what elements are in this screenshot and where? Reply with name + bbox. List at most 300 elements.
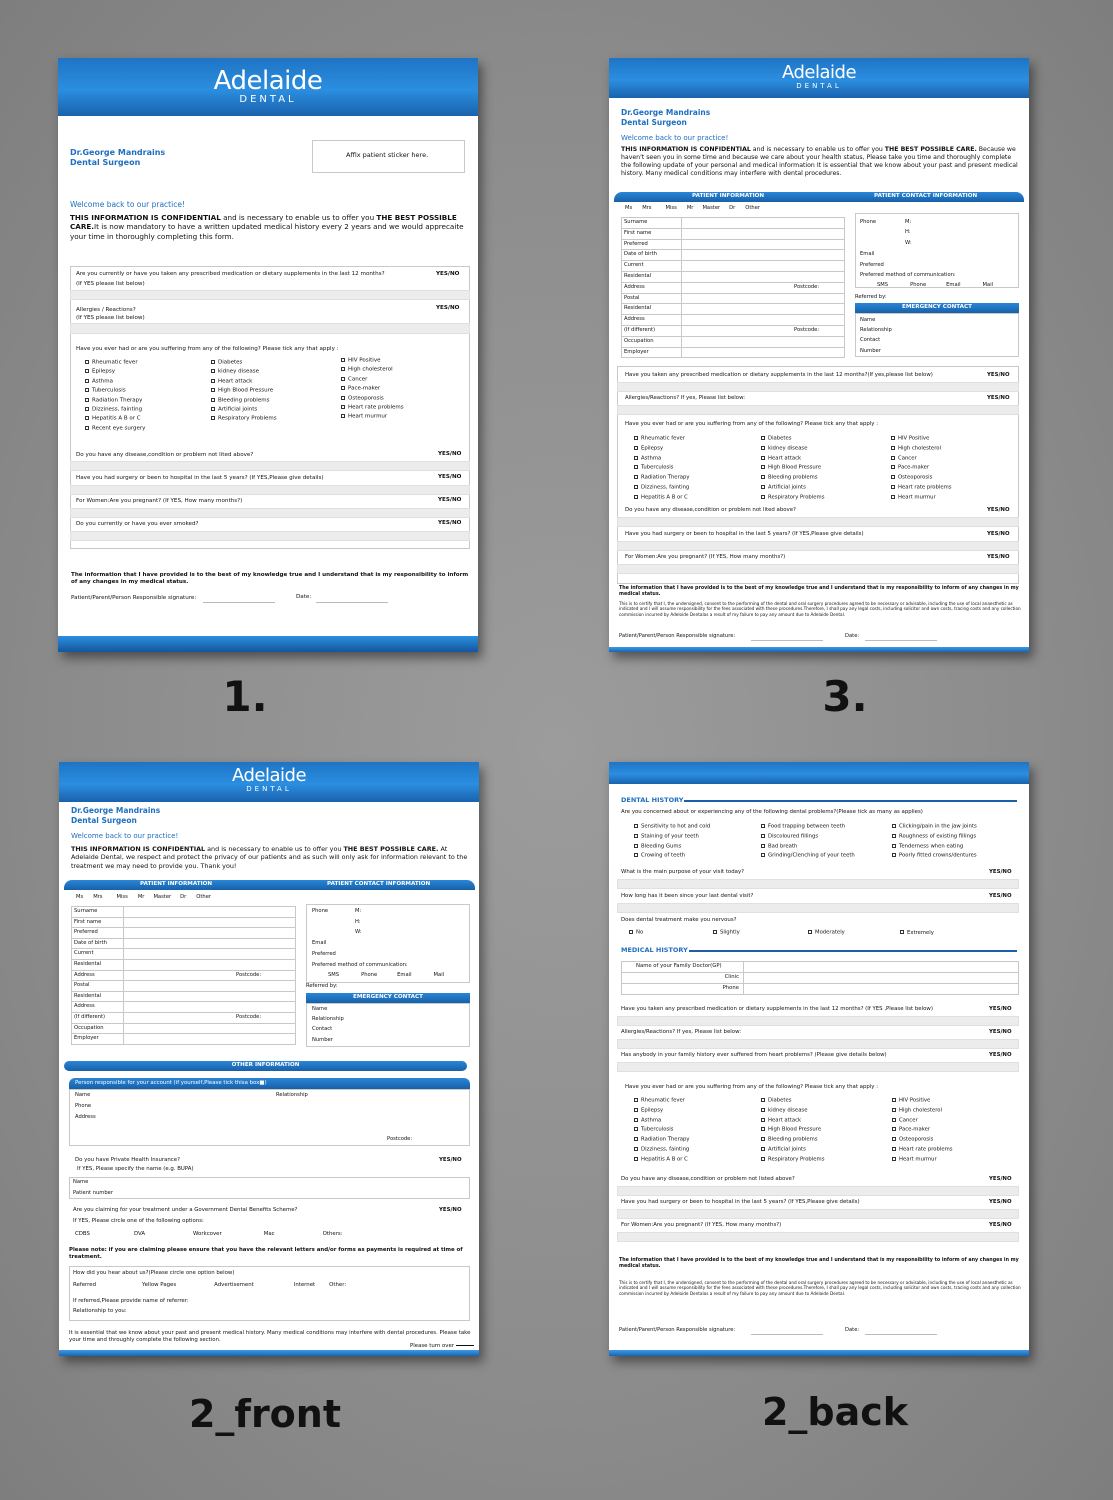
date-line[interactable] bbox=[316, 602, 388, 603]
checkbox[interactable] bbox=[211, 379, 215, 383]
checkbox[interactable] bbox=[761, 465, 765, 469]
checkbox[interactable] bbox=[761, 1108, 765, 1112]
checkbox[interactable] bbox=[761, 1137, 765, 1141]
responsible-fields bbox=[75, 1093, 96, 1121]
nervous-option[interactable]: No bbox=[629, 930, 713, 936]
scheme-option[interactable]: DVA bbox=[133, 1231, 146, 1237]
checkbox[interactable] bbox=[891, 475, 895, 479]
condition-item[interactable]: Asthma bbox=[634, 1118, 690, 1124]
form-page-2-front bbox=[59, 762, 479, 1356]
checkbox[interactable] bbox=[85, 379, 89, 383]
q-tick: Have you ever had or are you suffering from any of the following? Please tick any that apply : bbox=[625, 1084, 879, 1090]
checkbox[interactable] bbox=[341, 386, 345, 390]
emergency-field[interactable]: Contact bbox=[312, 1026, 333, 1033]
condition-item[interactable]: Hepatitis A B or C bbox=[634, 1157, 690, 1163]
method-option[interactable]: SMS bbox=[877, 282, 889, 288]
title-option[interactable]: Ms bbox=[625, 205, 633, 211]
condition-item[interactable]: Respiratory Problems bbox=[761, 1157, 824, 1163]
condition-item[interactable]: High Blood Pressure bbox=[761, 1127, 824, 1133]
checkbox[interactable] bbox=[634, 1108, 638, 1112]
checkbox[interactable] bbox=[341, 377, 345, 381]
checkbox[interactable] bbox=[211, 369, 215, 373]
checkbox[interactable] bbox=[341, 405, 345, 409]
title-option[interactable]: Mr bbox=[686, 205, 694, 211]
checkbox[interactable] bbox=[892, 834, 896, 838]
emergency-field[interactable]: Name bbox=[860, 317, 876, 323]
checkbox[interactable] bbox=[341, 414, 345, 418]
scheme-option[interactable]: CDBS bbox=[75, 1231, 90, 1237]
checkbox[interactable] bbox=[85, 398, 89, 402]
checkbox[interactable] bbox=[634, 834, 638, 838]
answer-field[interactable] bbox=[617, 879, 1019, 889]
checkbox[interactable] bbox=[892, 844, 896, 848]
phone-w: W: bbox=[905, 240, 912, 246]
phone-m: M: bbox=[355, 908, 362, 914]
postcode-label: Postcode: bbox=[682, 326, 845, 337]
checkbox[interactable] bbox=[761, 475, 765, 479]
answer-field[interactable] bbox=[617, 1016, 1019, 1026]
checkbox[interactable] bbox=[211, 416, 215, 420]
nervous-option[interactable]: Slightly bbox=[713, 930, 808, 936]
checkbox[interactable] bbox=[634, 495, 638, 499]
scheme-option[interactable]: Mac bbox=[263, 1231, 275, 1237]
doctor-field[interactable]: Name of your Family Doctor(GP) bbox=[622, 962, 744, 973]
checkbox[interactable] bbox=[85, 388, 89, 392]
condition-item[interactable]: Dizziness, fainting bbox=[634, 485, 690, 491]
condition-item[interactable]: Heart attack bbox=[211, 379, 277, 385]
answer-field[interactable] bbox=[70, 290, 470, 300]
method-option[interactable]: Email bbox=[946, 282, 961, 288]
checkbox[interactable] bbox=[634, 485, 638, 489]
checkbox[interactable] bbox=[341, 367, 345, 371]
title-option[interactable]: Miss bbox=[116, 894, 128, 900]
condition-item[interactable]: Cancer bbox=[892, 1118, 953, 1124]
dental-item[interactable]: Roughness of existing fillings bbox=[892, 834, 977, 840]
emergency-fields bbox=[312, 1007, 344, 1043]
condition-item[interactable]: High Blood Pressure bbox=[761, 465, 824, 471]
title-option[interactable]: Ms bbox=[76, 894, 84, 900]
checkbox[interactable] bbox=[892, 1157, 896, 1161]
checkbox[interactable] bbox=[634, 1147, 638, 1151]
doctor-field[interactable]: Phone bbox=[622, 984, 744, 995]
condition-item[interactable]: Dizziness, fainting bbox=[85, 407, 145, 413]
checkbox[interactable] bbox=[900, 930, 904, 934]
dental-item[interactable]: Staining of your teeth bbox=[634, 834, 710, 840]
checkbox[interactable] bbox=[634, 446, 638, 450]
condition-item[interactable]: Osteoporosis bbox=[892, 1137, 953, 1143]
title-option[interactable]: Mrs bbox=[93, 894, 103, 900]
answer-field[interactable] bbox=[617, 564, 1019, 574]
title-option[interactable]: Mr bbox=[137, 894, 145, 900]
title-option[interactable]: Master bbox=[702, 205, 721, 211]
checkbox[interactable] bbox=[634, 853, 638, 857]
condition-item[interactable]: Heart attack bbox=[761, 1118, 824, 1124]
answer-field[interactable] bbox=[617, 541, 1019, 551]
field-row[interactable]: First name bbox=[622, 229, 682, 240]
emergency-field[interactable]: Name bbox=[312, 1006, 328, 1012]
q-hear: How did you hear about us?(Please circle one option below) bbox=[73, 1270, 235, 1276]
field-row[interactable]: Address bbox=[622, 315, 682, 326]
checkbox[interactable] bbox=[634, 824, 638, 828]
dental-item[interactable]: Bleeding Gums bbox=[634, 844, 710, 850]
checkbox[interactable] bbox=[341, 358, 345, 362]
dental-item[interactable]: Sensitivity to hot and cold bbox=[634, 824, 710, 830]
condition-item[interactable]: Asthma bbox=[634, 456, 690, 462]
checkbox[interactable] bbox=[892, 1147, 896, 1151]
field-row[interactable]: Employer bbox=[72, 1034, 124, 1045]
dental-item[interactable]: Discoloured fillings bbox=[761, 834, 855, 840]
section-rule bbox=[684, 800, 1017, 802]
checkbox[interactable] bbox=[85, 407, 89, 411]
consent-text: This is to certify that I, the undersigned, consent to the performing of the dental and oral surgery procedures agreed to be necessary or advisable, including the use of local anaesthetic as indicated and I will assume responsibility for the fees associated with these procedures.Therefore, I shall pay any legal costs, including solicitor and own costs, tracing costs and any collection commission incurred by Adeloide Dentalas a result of my failure to pay any amount due to Adelaide Dental. bbox=[619, 1280, 1021, 1296]
checkbox[interactable] bbox=[761, 1118, 765, 1122]
field-row[interactable]: (If different) bbox=[72, 1013, 124, 1024]
emergency-field[interactable]: Contact bbox=[860, 337, 881, 344]
condition-item[interactable]: Artificial joints bbox=[761, 1147, 824, 1153]
condition-item[interactable]: Rheumatic fever bbox=[634, 436, 690, 442]
checkbox[interactable] bbox=[892, 1108, 896, 1112]
condition-item[interactable]: kidney disease bbox=[761, 446, 824, 452]
field-row[interactable]: Occupation bbox=[622, 337, 682, 348]
checkbox[interactable] bbox=[634, 1137, 638, 1141]
checkbox[interactable] bbox=[761, 446, 765, 450]
checkbox[interactable] bbox=[891, 465, 895, 469]
condition-item[interactable]: Diabetes bbox=[211, 360, 277, 366]
checkbox[interactable] bbox=[629, 930, 633, 934]
condition-item[interactable]: Bleeding problems bbox=[761, 1137, 824, 1143]
field-row[interactable]: Address bbox=[72, 971, 124, 982]
dental-item[interactable]: Food trapping between teeth bbox=[761, 824, 855, 830]
hear-option[interactable]: Yellow Pages bbox=[142, 1282, 177, 1288]
date-line[interactable] bbox=[865, 640, 937, 641]
checkbox[interactable] bbox=[761, 834, 765, 838]
turn-over: Please turn over bbox=[410, 1344, 474, 1349]
checkbox[interactable] bbox=[891, 436, 895, 440]
answer-field[interactable] bbox=[617, 1232, 1019, 1242]
checkbox[interactable] bbox=[634, 465, 638, 469]
answer-field[interactable] bbox=[617, 1039, 1019, 1049]
title-option[interactable]: Master bbox=[153, 894, 172, 900]
condition-item[interactable]: Heart rate problems bbox=[892, 1147, 953, 1153]
resp-field[interactable]: Address bbox=[75, 1114, 96, 1121]
checkbox[interactable] bbox=[341, 396, 345, 400]
condition-item[interactable]: Radiation Therapy bbox=[634, 1137, 690, 1143]
field-row[interactable]: Address bbox=[622, 283, 682, 294]
intro-text: At Adelaide Dental, we respect and protect the privacy of our patients and as such will only ask for information relevant to the treatment we may need to provide you. Thank you! bbox=[71, 845, 468, 870]
condition-item[interactable]: Artificial joints bbox=[211, 407, 277, 413]
intro-text: Because we haven't seen you in some time and because we care about your health status, Please take you time and thoroughly complete the following update of your personal and medical information It is essential that we know about your past and present medical history. Many medical conditions may interfere with dental procedures. bbox=[621, 146, 1018, 178]
field-row[interactable]: Date of birth bbox=[622, 250, 682, 261]
q-dental: Are you concerned about or experiencing any of the following dental problems?(Please tick as many as applies) bbox=[621, 809, 923, 815]
q-medication-sub: (If YES please list below) bbox=[76, 281, 145, 287]
checkbox[interactable] bbox=[211, 398, 215, 402]
field-row[interactable]: First name bbox=[72, 918, 124, 929]
checkbox[interactable] bbox=[85, 416, 89, 420]
field-row[interactable]: Preferred bbox=[72, 928, 124, 939]
signature-line[interactable] bbox=[751, 1334, 823, 1335]
brand-name: Adelaide bbox=[231, 765, 307, 786]
condition-item[interactable]: HIV Positive bbox=[891, 436, 952, 442]
hear-option[interactable]: Internet bbox=[293, 1282, 316, 1288]
field-row[interactable]: Date of birth bbox=[72, 939, 124, 950]
condition-item[interactable]: Osteoporosis bbox=[891, 475, 952, 481]
condition-item[interactable]: High cholesterol bbox=[341, 367, 404, 373]
condition-item[interactable]: Rheumatic fever bbox=[634, 1098, 690, 1104]
checkbox[interactable] bbox=[891, 446, 895, 450]
checkbox[interactable] bbox=[892, 1127, 896, 1131]
checkbox[interactable] bbox=[634, 1127, 638, 1131]
conditions-col-2 bbox=[761, 1098, 824, 1163]
condition-item[interactable]: Epilepsy bbox=[85, 369, 145, 375]
ins-number[interactable]: Patient number bbox=[73, 1190, 113, 1196]
doctor-name: Dr.George Mandrains bbox=[71, 806, 161, 815]
condition-item[interactable]: Pace-maker bbox=[891, 465, 952, 471]
checkbox[interactable] bbox=[211, 360, 215, 364]
hear-option[interactable]: Advertisement bbox=[214, 1282, 254, 1288]
dental-item[interactable]: Crowing of teeth bbox=[634, 853, 710, 859]
condition-item[interactable]: Tuberculosis bbox=[85, 388, 145, 394]
checkbox[interactable] bbox=[634, 475, 638, 479]
dental-item[interactable]: Grinding/Clenching of your teeth bbox=[761, 853, 855, 859]
checkbox[interactable] bbox=[761, 456, 765, 460]
scheme-option[interactable]: Workcover bbox=[193, 1231, 222, 1237]
condition-item[interactable]: Bleeding problems bbox=[761, 475, 824, 481]
checkbox[interactable] bbox=[761, 1127, 765, 1131]
checkbox[interactable] bbox=[808, 930, 812, 934]
dental-item[interactable]: Tenderness when eating bbox=[892, 844, 977, 850]
answer-field[interactable] bbox=[617, 1186, 1019, 1196]
condition-item[interactable]: High Blood Pressure bbox=[211, 388, 277, 394]
condition-item[interactable]: High cholesterol bbox=[891, 446, 952, 452]
checkbox[interactable] bbox=[85, 360, 89, 364]
checkbox[interactable] bbox=[85, 369, 89, 373]
ins-name[interactable]: Name bbox=[73, 1179, 89, 1185]
page-label-2-front: 2_front bbox=[188, 1392, 342, 1436]
hear-option[interactable]: Referred bbox=[73, 1282, 96, 1288]
checkbox[interactable] bbox=[713, 930, 717, 934]
intro-paragraph bbox=[71, 845, 471, 870]
answer-field[interactable] bbox=[617, 382, 1019, 392]
condition-item[interactable]: Heart murmur bbox=[341, 414, 404, 420]
title-option[interactable]: Miss bbox=[665, 205, 677, 211]
doctor-title: Dental Surgeon bbox=[621, 118, 687, 127]
emergency-field[interactable]: Number bbox=[860, 347, 881, 354]
method-option[interactable]: Email bbox=[397, 972, 412, 978]
field-row[interactable]: Current bbox=[622, 261, 682, 272]
answer-field[interactable] bbox=[617, 1062, 1019, 1072]
condition-item[interactable]: Hepatitis A B or C bbox=[634, 495, 690, 501]
q-nervous: Does dental treatment make you nervous? bbox=[621, 917, 737, 923]
method-option[interactable]: Phone bbox=[361, 972, 378, 978]
answer-field[interactable] bbox=[70, 323, 470, 334]
condition-item[interactable]: Epilepsy bbox=[634, 1108, 690, 1114]
q-pregnant: For Women:Are you pregnant? (If YES, How many months?) bbox=[625, 554, 786, 560]
condition-item[interactable]: Diabetes bbox=[761, 436, 824, 442]
field-row[interactable]: Postal bbox=[622, 294, 682, 305]
resp-field[interactable]: Name bbox=[75, 1092, 91, 1098]
method-option[interactable]: Mail bbox=[982, 282, 994, 288]
dental-item[interactable]: Bad breath bbox=[761, 844, 855, 850]
answer-field[interactable] bbox=[617, 903, 1019, 913]
dental-item[interactable]: Poorly fitted crowns/dentures bbox=[892, 853, 977, 859]
condition-item[interactable]: Radiation Therapy bbox=[85, 398, 145, 404]
email-label: Email bbox=[312, 940, 327, 946]
condition-item[interactable]: Heart murmur bbox=[892, 1157, 953, 1163]
field-row[interactable]: Employer bbox=[622, 348, 682, 359]
emergency-field[interactable]: Relationship bbox=[860, 327, 892, 334]
hear-option[interactable]: Other: bbox=[329, 1282, 347, 1288]
condition-item[interactable]: Osteoporosis bbox=[341, 396, 404, 402]
date-label: Date: bbox=[296, 594, 312, 600]
condition-item[interactable]: Heart attack bbox=[761, 456, 824, 462]
condition-item[interactable]: kidney disease bbox=[761, 1108, 824, 1114]
emergency-header: EMERGENCY CONTACT bbox=[306, 993, 470, 1003]
checkbox[interactable] bbox=[761, 1147, 765, 1151]
checkbox[interactable] bbox=[634, 1118, 638, 1122]
condition-item[interactable]: Respiratory Problems bbox=[761, 495, 824, 501]
condition-item[interactable]: Tuberculosis bbox=[634, 1127, 690, 1133]
checkbox[interactable] bbox=[634, 436, 638, 440]
field-row[interactable]: Residental bbox=[622, 272, 682, 283]
field-row[interactable]: Residental bbox=[72, 960, 124, 971]
checkbox[interactable] bbox=[892, 1137, 896, 1141]
title-option[interactable]: Other bbox=[196, 894, 212, 900]
condition-item[interactable]: Cancer bbox=[341, 377, 404, 383]
answer-field[interactable] bbox=[617, 517, 1019, 527]
checkbox[interactable] bbox=[634, 456, 638, 460]
checkbox[interactable] bbox=[761, 844, 765, 848]
brand-name: Adelaide bbox=[781, 62, 857, 83]
checkbox[interactable] bbox=[892, 1098, 896, 1102]
field-row[interactable]: Preferred bbox=[622, 240, 682, 251]
condition-item[interactable]: Epilepsy bbox=[634, 446, 690, 452]
condition-item[interactable]: HIV Positive bbox=[892, 1098, 953, 1104]
condition-item[interactable]: High cholesterol bbox=[892, 1108, 953, 1114]
emergency-field[interactable]: Relationship bbox=[312, 1016, 344, 1023]
checkbox[interactable] bbox=[761, 853, 765, 857]
condition-item[interactable]: Diabetes bbox=[761, 1098, 824, 1104]
method-option[interactable]: Phone bbox=[910, 282, 927, 288]
phone-m: M: bbox=[905, 219, 912, 225]
field-row[interactable]: Address bbox=[72, 1002, 124, 1013]
checkbox[interactable] bbox=[891, 485, 895, 489]
nervous-option[interactable]: Extremely bbox=[900, 930, 934, 936]
title-option[interactable]: Mrs bbox=[642, 205, 652, 211]
page-footer bbox=[59, 1350, 479, 1356]
checkbox[interactable] bbox=[761, 1157, 765, 1161]
checkbox[interactable] bbox=[761, 824, 765, 828]
page-footer bbox=[609, 647, 1029, 652]
condition-item[interactable]: Pace-maker bbox=[892, 1127, 953, 1133]
answer-field[interactable] bbox=[70, 531, 470, 541]
field-row[interactable]: (If different) bbox=[622, 326, 682, 337]
field-row[interactable]: Surname bbox=[622, 218, 682, 229]
condition-item[interactable]: Respiratory Problems bbox=[211, 416, 277, 422]
field-row[interactable]: Residental bbox=[622, 304, 682, 315]
checkbox[interactable] bbox=[634, 844, 638, 848]
method-option[interactable]: Mail bbox=[433, 972, 445, 978]
patient-fields bbox=[621, 217, 845, 358]
field-row[interactable]: Postal bbox=[72, 981, 124, 992]
checkbox[interactable] bbox=[892, 853, 896, 857]
condition-item[interactable]: HIV Positive bbox=[341, 358, 404, 364]
condition-item[interactable]: Asthma bbox=[85, 379, 145, 385]
condition-item[interactable]: Heart murmur bbox=[891, 495, 952, 501]
checkbox[interactable] bbox=[761, 1098, 765, 1102]
field-row[interactable]: Surname bbox=[72, 907, 124, 918]
checkbox[interactable] bbox=[85, 426, 89, 430]
method-option[interactable]: SMS bbox=[328, 972, 340, 978]
brand-sub: DENTAL bbox=[239, 94, 297, 105]
checkbox[interactable] bbox=[892, 1118, 896, 1122]
condition-item[interactable]: Artificial joints bbox=[761, 485, 824, 491]
title-option[interactable]: Other bbox=[745, 205, 761, 211]
checkbox[interactable] bbox=[761, 436, 765, 440]
checkbox[interactable] bbox=[761, 485, 765, 489]
medical-history-title: MEDICAL HISTORY bbox=[621, 946, 688, 954]
answer-field[interactable] bbox=[617, 1209, 1019, 1219]
answer-field[interactable] bbox=[70, 461, 470, 471]
intro-text: It is now mandatory to have a written updated medical history every 2 years and we would apprecaite your time in thoroughly completing this form. bbox=[70, 222, 464, 241]
condition-item[interactable]: Heart rate problems bbox=[891, 485, 952, 491]
contact-info-title: PATIENT CONTACT INFORMATION bbox=[327, 881, 431, 887]
signature-line[interactable] bbox=[751, 640, 823, 641]
condition-item[interactable]: Tuberculosis bbox=[634, 465, 690, 471]
checkbox[interactable] bbox=[891, 495, 895, 499]
condition-item[interactable]: Dizziness, fainting bbox=[634, 1147, 690, 1153]
best-care: THE BEST POSSIBLE CARE. bbox=[343, 845, 439, 853]
answer-field[interactable] bbox=[617, 405, 1019, 415]
checkbox[interactable] bbox=[891, 456, 895, 460]
condition-item[interactable]: kidney disease bbox=[211, 369, 277, 375]
title-option[interactable]: Dr bbox=[729, 205, 736, 211]
checkbox[interactable] bbox=[211, 407, 215, 411]
yes-no: YES/NO bbox=[989, 1052, 1012, 1058]
answer-field[interactable] bbox=[70, 485, 470, 495]
condition-item[interactable]: Heart rate problems bbox=[341, 405, 404, 411]
date-line[interactable] bbox=[865, 1334, 937, 1335]
brand-sub: DENTAL bbox=[246, 785, 292, 793]
condition-item[interactable]: Rheumatic fever bbox=[85, 360, 145, 366]
preferred-method: Preferred method of communication: bbox=[312, 962, 408, 968]
emergency-field[interactable]: Number bbox=[312, 1036, 333, 1043]
checkbox[interactable] bbox=[634, 1098, 638, 1102]
resp-field[interactable]: Phone bbox=[75, 1103, 92, 1110]
condition-item[interactable]: Recent eye surgery bbox=[85, 426, 145, 432]
answer-field[interactable] bbox=[70, 508, 470, 518]
checkbox[interactable] bbox=[211, 388, 215, 392]
checkbox[interactable] bbox=[761, 495, 765, 499]
condition-item[interactable]: Radiation Therapy bbox=[634, 475, 690, 481]
q-purpose: What is the main purpose of your visit today? bbox=[621, 869, 745, 875]
condition-item[interactable]: Bleeding problems bbox=[211, 398, 277, 404]
condition-item[interactable]: Hepatitis A B or C bbox=[85, 416, 145, 422]
nervous-option[interactable]: Moderately bbox=[808, 930, 900, 936]
title-option[interactable]: Dr bbox=[180, 894, 187, 900]
field-row[interactable]: Occupation bbox=[72, 1024, 124, 1035]
doctor-field[interactable]: Clinic bbox=[622, 973, 744, 984]
checkbox[interactable] bbox=[892, 824, 896, 828]
condition-item[interactable]: Cancer bbox=[891, 456, 952, 462]
dental-item[interactable]: Clicking/pain in the jaw joints bbox=[892, 824, 977, 830]
scheme-option[interactable]: Others: bbox=[322, 1231, 343, 1237]
checkbox[interactable] bbox=[634, 1157, 638, 1161]
q-allergy: Allergies/Reactions? If yes, Please list below: bbox=[621, 1029, 742, 1035]
field-row[interactable]: Residental bbox=[72, 992, 124, 1003]
field-row[interactable]: Current bbox=[72, 949, 124, 960]
signature-line[interactable] bbox=[203, 602, 275, 603]
condition-item[interactable]: Pace-maker bbox=[341, 386, 404, 392]
